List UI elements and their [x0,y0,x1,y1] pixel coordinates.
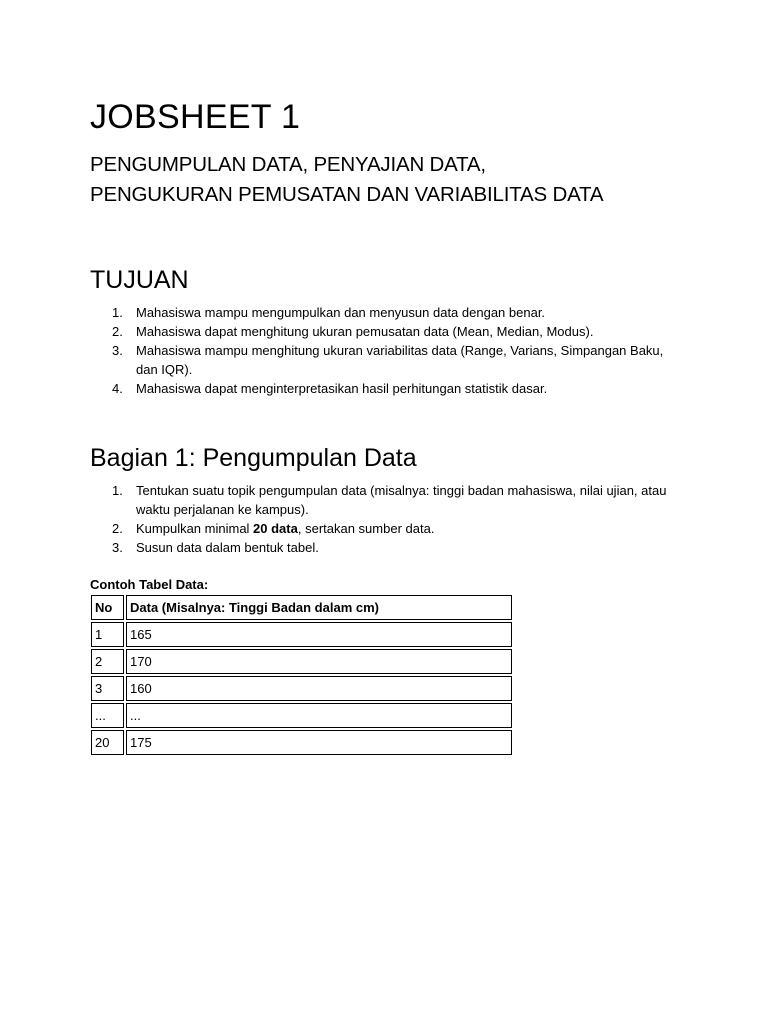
list-number: 4. [112,381,123,396]
table-cell: 165 [126,622,512,647]
table-row [91,703,512,728]
list-text: Susun data dalam bentuk tabel. [136,540,319,555]
list-text: Mahasiswa mampu menghitung ukuran variabilitas data (Range, Varians, Simpangan Baku, dan IQR). [136,343,664,377]
list-text: Mahasiswa dapat menginterpretasikan hasil perhitungan statistik dasar. [136,381,548,396]
table-header-cell: Data (Misalnya: Tinggi Badan dalam cm) [126,595,512,620]
table-cell: 1 [91,622,124,647]
list-text-part: Kumpulkan minimal [136,521,254,536]
list-item [90,538,680,557]
list-text: Mahasiswa dapat menghitung ukuran pemusatan data (Mean, Median, Modus). [136,324,594,339]
list-text: Mahasiswa mampu mengumpulkan dan menyusun data dengan benar. [136,305,546,320]
table-cell: 160 [126,676,512,701]
table-header-row [91,595,512,620]
list-number: 1. [112,483,123,498]
list-item [90,379,680,398]
table-cell: 20 [91,730,124,755]
list-number: 1. [112,305,123,320]
bagian1-list [90,481,680,557]
list-item [90,481,680,519]
list-item [90,303,680,322]
table-row [91,676,512,701]
table-cell: ... [126,703,512,728]
subtitle-line: PENGUKURAN PEMUSATAN DAN VARIABILITAS DATA [90,183,604,206]
table-header-cell: No [91,595,124,620]
list-number: 2. [112,324,123,339]
example-data-table [89,593,514,757]
table-row [91,730,512,755]
list-number: 3. [112,343,123,358]
list-item [90,341,680,379]
table-cell: 2 [91,649,124,674]
table-cell: 170 [126,649,512,674]
document-subtitle [90,150,603,210]
list-text-part: , sertakan sumber data. [297,521,435,536]
list-text [136,519,680,538]
tujuan-heading: TUJUAN [90,266,189,294]
list-number: 3. [112,540,123,555]
list-text-bold: 20 data [253,521,298,536]
list-item [90,519,680,538]
table-cell: 3 [91,676,124,701]
table-cell: 175 [126,730,512,755]
table-row [91,649,512,674]
list-item [90,322,680,341]
bagian1-heading: Bagian 1: Pengumpulan Data [90,444,417,472]
table-cell: ... [91,703,124,728]
table-row [91,622,512,647]
document-title: JOBSHEET 1 [90,98,301,136]
list-number: 2. [112,521,123,536]
list-text: Tentukan suatu topik pengumpulan data (misalnya: tinggi badan mahasiswa, nilai ujian, atau waktu perjalanan ke kampus). [136,483,667,517]
table-caption: Contoh Tabel Data: [90,577,209,592]
subtitle-line: PENGUMPULAN DATA, PENYAJIAN DATA, [90,153,486,176]
tujuan-list [90,303,680,398]
